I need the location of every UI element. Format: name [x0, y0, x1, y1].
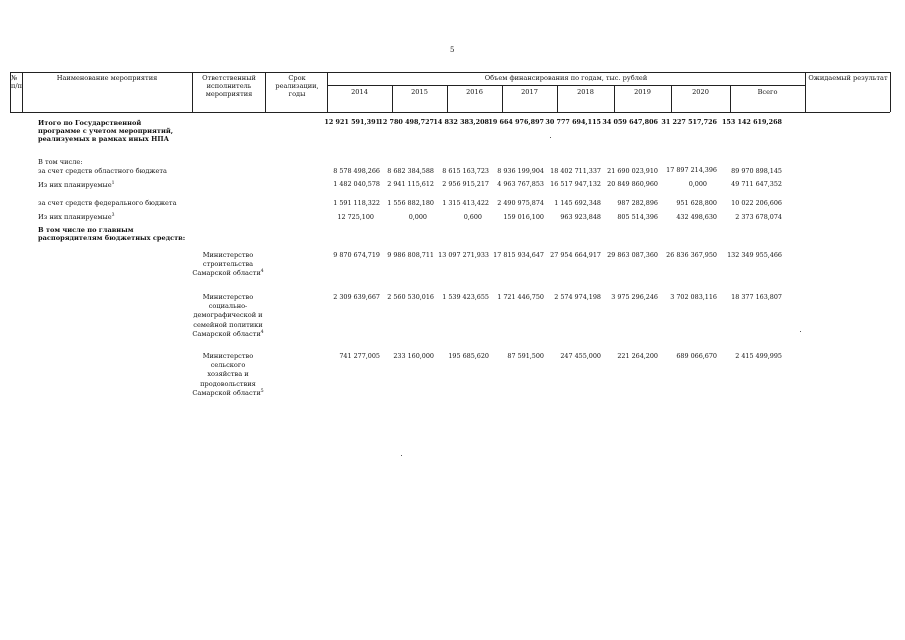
col-line [192, 72, 193, 112]
regional-planned-value: 4 963 767,853 [497, 180, 544, 188]
federal-planned-value: 159 016,100 [503, 213, 544, 221]
funding-subheader-line [327, 85, 805, 86]
agency-value: 195 685,620 [448, 352, 489, 360]
agency-line: Министерство [202, 352, 254, 360]
agency-value: 132 349 955,466 [727, 251, 782, 259]
federal-budget-label: за счет средств федерального бюджета [38, 199, 177, 207]
agency-value: 741 277,005 [339, 352, 380, 360]
header-activity-name: Наименование мероприятия [56, 74, 158, 82]
footnote-mark: 3 [111, 212, 115, 218]
regional-planned-label [38, 181, 115, 189]
agency-line [188, 330, 268, 339]
total-value: 12 921 591,391 [324, 118, 380, 126]
col-line [890, 72, 891, 112]
agency-value: 29 863 087,360 [607, 251, 658, 259]
regional-value: 8 936 199,904 [497, 167, 544, 175]
footnote-mark: 4 [260, 269, 264, 275]
regional-value: 17 897 214,396 [666, 166, 717, 174]
header-total: Всего [757, 88, 778, 96]
federal-planned-value: 0,000 [408, 213, 427, 221]
agency-line: сельского [210, 361, 246, 370]
agency-line: Министерство [202, 293, 254, 301]
total-value: 19 664 976,897 [488, 118, 544, 126]
scan-speck [550, 137, 551, 138]
header-table [10, 72, 890, 112]
federal-planned-text: Из них планируемые [38, 213, 112, 221]
agency-value: 9 986 808,711 [387, 251, 434, 259]
agency-value: 13 097 271,933 [438, 251, 489, 259]
agency-line: продовольствия [200, 379, 256, 388]
header-year: 2019 [634, 88, 651, 96]
agency-line: демографической и [193, 311, 263, 320]
footnote-mark: 5 [260, 388, 264, 394]
total-value: 30 777 694,115 [545, 118, 601, 126]
agency-line: строительства [202, 260, 254, 269]
federal-value: 951 628,800 [676, 199, 717, 207]
total-value: 12 780 498,727 [378, 118, 434, 126]
header-period: Срок реализации, годы [275, 74, 319, 98]
federal-value: 1 556 882,180 [387, 199, 434, 207]
regional-value: 89 970 898,145 [731, 167, 782, 175]
header-year: 2017 [521, 88, 538, 96]
by-admins-label: В том числе по главным распорядителям бюджетных средств: [38, 226, 186, 242]
regional-value: 8 578 498,266 [333, 167, 380, 175]
federal-value: 1 315 413,422 [442, 199, 489, 207]
regional-value: 8 615 163,723 [442, 167, 489, 175]
federal-planned-value: 2 373 678,074 [735, 213, 782, 221]
header-number: № п/п [11, 74, 23, 90]
regional-planned-value: 2 941 115,612 [387, 180, 434, 188]
agency-value: 689 066,670 [676, 352, 717, 360]
regional-planned-value: 49 711 647,352 [731, 180, 782, 188]
header-year: 2014 [351, 88, 368, 96]
including-label: В том числе: [38, 158, 83, 166]
federal-value: 2 490 975,874 [497, 199, 544, 207]
regional-planned-value: 0,000 [688, 180, 707, 188]
agency-agriculture [188, 352, 268, 398]
footnote-mark: 1 [111, 180, 115, 186]
agency-value: 18 377 163,807 [731, 293, 782, 301]
header-year: 2018 [577, 88, 594, 96]
agency-line-text: Самарской области [192, 388, 261, 397]
regional-planned-value: 20 849 860,960 [607, 180, 658, 188]
federal-value: 1 591 118,322 [333, 199, 380, 207]
header-executor: Ответственный исполнитель мероприятия [202, 74, 256, 98]
agency-value: 2 574 974,198 [554, 293, 601, 301]
scan-speck [800, 331, 801, 332]
agency-construction [188, 251, 268, 279]
federal-planned-label [38, 213, 115, 221]
agency-line [188, 269, 268, 278]
agency-line: Министерство [202, 251, 254, 259]
footnote-mark: 4 [260, 329, 264, 335]
agency-value: 233 160,000 [393, 352, 434, 360]
agency-value: 1 721 446,750 [497, 293, 544, 301]
total-value: 31 227 517,726 [661, 118, 717, 126]
agency-value: 17 815 934,647 [493, 251, 544, 259]
federal-planned-value: 432 498,630 [676, 213, 717, 221]
agency-line-text: Самарской области [192, 269, 261, 278]
agency-value: 2 309 639,667 [333, 293, 380, 301]
scan-speck [401, 455, 402, 456]
total-value: 153 142 619,268 [721, 118, 782, 126]
header-funding: Объем финансирования по годам, тыс. рублей [484, 74, 648, 82]
agency-value: 26 836 367,950 [666, 251, 717, 259]
agency-line: хозяйства и [207, 370, 249, 379]
agency-value: 87 591,500 [507, 352, 544, 360]
federal-value: 1 145 692,348 [554, 199, 601, 207]
regional-planned-value: 16 517 947,132 [550, 180, 601, 188]
agency-value: 247 455,000 [560, 352, 601, 360]
regional-planned-text: Из них планируемые [38, 181, 112, 189]
regional-value: 18 402 711,337 [550, 167, 601, 175]
federal-planned-value: 12 725,100 [337, 213, 374, 221]
agency-line: семейной политики [193, 320, 263, 329]
header-year: 2016 [466, 88, 483, 96]
agency-line: социально- [208, 302, 248, 311]
regional-planned-value: 2 956 915,217 [442, 180, 489, 188]
agency-value: 1 539 423,655 [442, 293, 489, 301]
header-year: 2015 [411, 88, 428, 96]
total-value: 14 832 383,208 [433, 118, 489, 126]
agency-value: 27 954 664,917 [550, 251, 601, 259]
federal-planned-value: 0,600 [463, 213, 482, 221]
agency-value: 9 870 674,719 [333, 251, 380, 259]
agency-value: 2 415 499,995 [735, 352, 782, 360]
header-expected-result: Ожидаемый результат [808, 74, 888, 82]
total-row-label: Итого по Государственной программе с учетом мероприятий, реализуемых в рамках иных НПА [38, 119, 174, 143]
table-border-bottom [10, 112, 890, 113]
federal-value: 10 022 206,606 [731, 199, 782, 207]
agency-line-text: Самарской области [192, 329, 261, 338]
page-marker: 5 [450, 46, 455, 54]
col-line [265, 72, 266, 112]
agency-value: 221 264,200 [617, 352, 658, 360]
header-year: 2020 [692, 88, 709, 96]
federal-value: 987 282,896 [617, 199, 658, 207]
agency-value: 2 560 530,016 [387, 293, 434, 301]
regional-value: 8 682 384,588 [387, 167, 434, 175]
agency-value: 3 702 083,116 [670, 293, 717, 301]
regional-budget-label: за счет средств областного бюджета [38, 167, 167, 175]
total-value: 34 059 647,806 [602, 118, 658, 126]
regional-value: 21 690 023,910 [607, 167, 658, 175]
federal-planned-value: 963 923,848 [560, 213, 601, 221]
regional-planned-value: 1 482 040,578 [333, 180, 380, 188]
agency-value: 3 975 296,246 [611, 293, 658, 301]
agency-social-policy [188, 293, 268, 339]
table-border-top [10, 72, 890, 73]
agency-line [188, 389, 268, 398]
federal-planned-value: 805 514,396 [617, 213, 658, 221]
